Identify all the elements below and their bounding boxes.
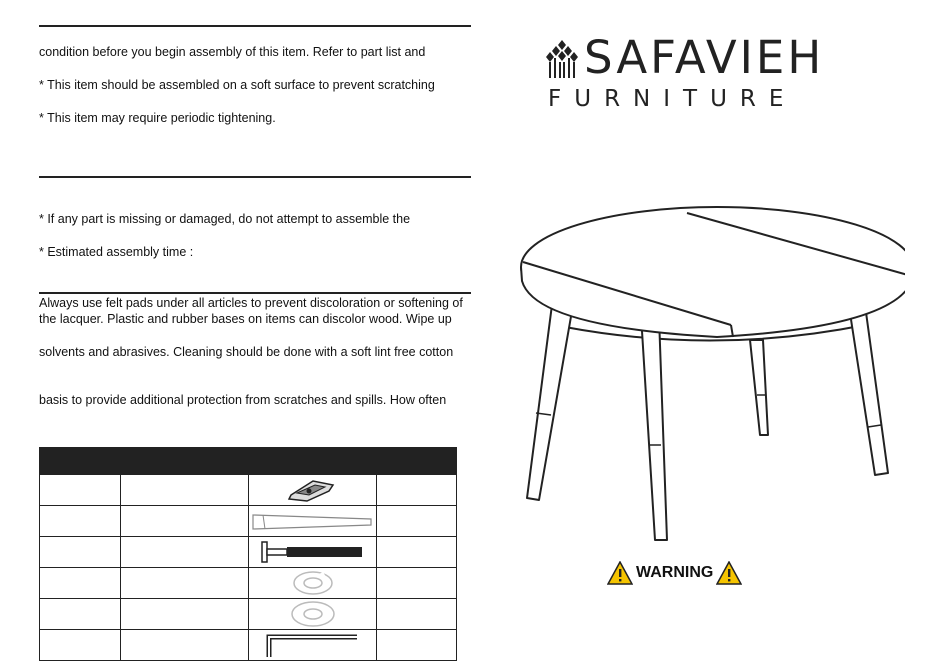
table-row [40, 506, 457, 537]
split-washer-icon [291, 569, 335, 597]
care-paragraph-3: basis to provide additional protection from scratches and spills. How often [39, 393, 447, 407]
bolt-icon [258, 539, 368, 565]
wood-dowel-icon [251, 511, 375, 531]
table-row [40, 630, 457, 661]
middle-rule [39, 176, 471, 178]
warning-triangle-icon [607, 561, 633, 585]
table-row [40, 568, 457, 599]
brand-logo [546, 31, 825, 114]
metal-plate-icon [283, 477, 343, 503]
instruction-line-3: * This item may require periodic tightening. [39, 111, 276, 125]
flat-washer-icon [289, 600, 337, 628]
instruction-line-1: condition before you begin assembly of this item. Refer to part list and [39, 45, 426, 59]
instruction-line-4: * If any part is missing or damaged, do not attempt to assemble the [39, 212, 411, 226]
brand-name: SAFAVIEH [584, 31, 825, 84]
table-row [40, 475, 457, 506]
parts-list-table [39, 447, 457, 661]
allen-key-icon [263, 631, 363, 659]
care-rule [39, 292, 471, 294]
brand-subtitle: FURNITURE [548, 86, 797, 112]
round-table-illustration [515, 205, 905, 545]
top-rule [39, 25, 471, 27]
table-row [40, 599, 457, 630]
care-paragraph-2: solvents and abrasives. Cleaning should be done with a soft lint free cotton [39, 345, 454, 359]
instruction-line-5: * Estimated assembly time : [39, 245, 194, 259]
care-paragraph-1: Always use felt pads under all articles to prevent discoloration or softening of the lacquer. Plastic and rubber bases on items can discolor wood. Wipe up [39, 296, 463, 326]
parts-table-header [40, 448, 457, 475]
warning-triangle-icon [716, 561, 742, 585]
instruction-line-2: * This item should be assembled on a soft surface to prevent scratching [39, 78, 435, 92]
warning-label [607, 561, 742, 585]
table-row [40, 537, 457, 568]
logo-mark-icon [546, 40, 578, 80]
warning-text: WARNING [636, 564, 714, 581]
